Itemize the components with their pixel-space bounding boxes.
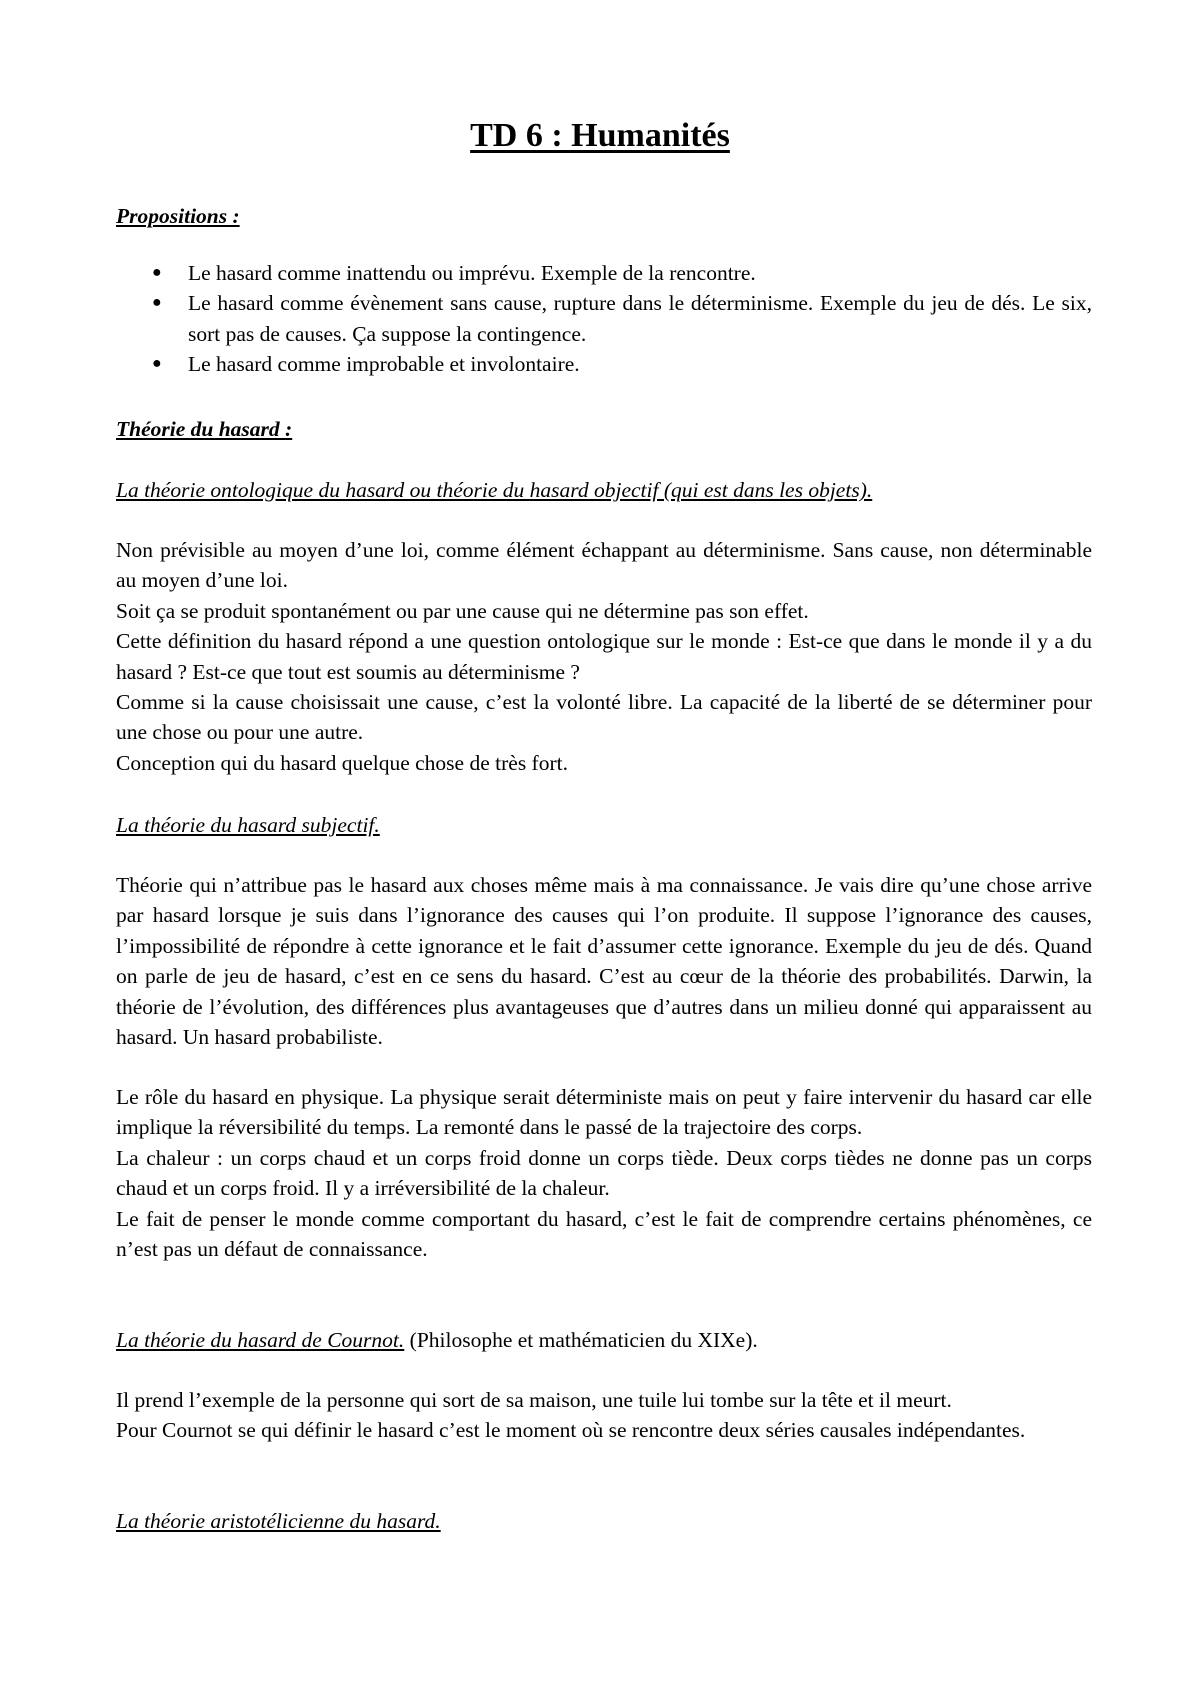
bullet-icon: ● (152, 264, 162, 281)
propositions-section (116, 201, 1092, 231)
theorie-section (116, 414, 1092, 444)
list-item-text: Le hasard comme évènement sans cause, rupture dans le déterminisme. Exemple du jeu de dés. Le six, sort pas de causes. Ça suppose la contingence. (188, 291, 1092, 346)
propositions-heading: Propositions : (116, 204, 240, 228)
list-item (116, 288, 1092, 349)
paragraph: Soit ça se produit spontanément ou par une cause qui ne détermine pas son effet. (116, 598, 809, 623)
ontologique-body (116, 535, 1092, 778)
subjectif-body-2 (116, 1082, 1092, 1264)
aristotelicienne-heading: La théorie aristotélicienne du hasard. (116, 1509, 441, 1533)
ontologique-heading: La théorie ontologique du hasard ou théorie du hasard objectif (qui est dans les objets). (116, 478, 873, 502)
paragraph: Il prend l’exemple de la personne qui sort de sa maison, une tuile lui tombe sur la tête et il meurt. (116, 1388, 952, 1412)
aristotelicienne-heading-block (116, 1506, 1092, 1536)
cournot-heading-block (116, 1325, 1092, 1355)
paragraph: Non prévisible au moyen d’une loi, comme élément échappant au déterminisme. Sans cause, non déterminable au moyen d’une loi. (116, 538, 1092, 593)
bullet-icon: ● (152, 355, 162, 373)
theorie-heading: Théorie du hasard : (116, 417, 293, 441)
paragraph: Cette définition du hasard répond a une question ontologique sur le monde : Est-ce que dans le monde il y a du hasard ? Est-ce que tout est soumis au déterminisme ? (116, 629, 1092, 684)
propositions-list (116, 258, 1092, 380)
cournot-body (116, 1385, 1092, 1446)
cournot-heading: La théorie du hasard de Cournot. (116, 1328, 405, 1352)
subjectif-heading-block (116, 810, 1092, 840)
paragraph: Conception qui du hasard quelque chose de très fort. (116, 750, 568, 775)
propositions-list-block (116, 258, 1092, 380)
bullet-icon: ● (152, 294, 162, 312)
list-item (116, 258, 1092, 288)
subjectif-heading: La théorie du hasard subjectif. (116, 813, 380, 837)
paragraph: Comme si la cause choisissait une cause, c’est la volonté libre. La capacité de la liberté de se déterminer pour une chose ou pour une autre. (116, 690, 1092, 745)
paragraph: Le rôle du hasard en physique. La physique serait déterministe mais on peut y faire intervenir du hasard car elle implique la réversibilité du temps. La remonté dans le passé de la trajectoire des corps. (116, 1085, 1092, 1140)
cournot-heading-suffix: (Philosophe et mathématicien du XIXe). (404, 1328, 758, 1352)
ontologique-heading-block (116, 475, 1092, 505)
page-title: TD 6 : Humanités (470, 117, 730, 154)
paragraph: Le fait de penser le monde comme comportant du hasard, c’est le fait de comprendre certains phénomènes, ce n’est pas un défaut de connaissance. (116, 1206, 1092, 1262)
subjectif-body-1 (116, 870, 1092, 1052)
paragraph: Pour Cournot se qui définir le hasard c’est le moment où se rencontre deux séries causales indépendantes. (116, 1418, 1026, 1443)
list-item (116, 349, 1092, 379)
list-item-text: Le hasard comme improbable et involontaire. (188, 352, 580, 377)
paragraph: La chaleur : un corps chaud et un corps froid donne un corps tiède. Deux corps tièdes ne donne pas un corps chaud et un corps froid. Il y a irréversibilité de la chaleur. (116, 1145, 1092, 1201)
list-item-text: Le hasard comme inattendu ou imprévu. Exemple de la rencontre. (188, 261, 756, 285)
paragraph: Théorie qui n’attribue pas le hasard aux choses même mais à ma connaissance. Je vais dire qu’une chose arrive par hasard lorsque je suis dans l’ignorance des causes qui l’on produite. Il suppose l’ignorance des causes, l’impossibilité de répondre à cette ignorance et le fait d’assumer cette ignorance. Exemple du jeu de dés. Quand on parle de jeu de hasard, c’est en ce sens du hasard. C’est au cœur de la théorie des probabilités. Darwin, la théorie de l’évolution, des différences plus avantageuses que d’autres dans un milieu donné qui apparaissent au hasard. Un hasard probabiliste. (116, 873, 1092, 1050)
